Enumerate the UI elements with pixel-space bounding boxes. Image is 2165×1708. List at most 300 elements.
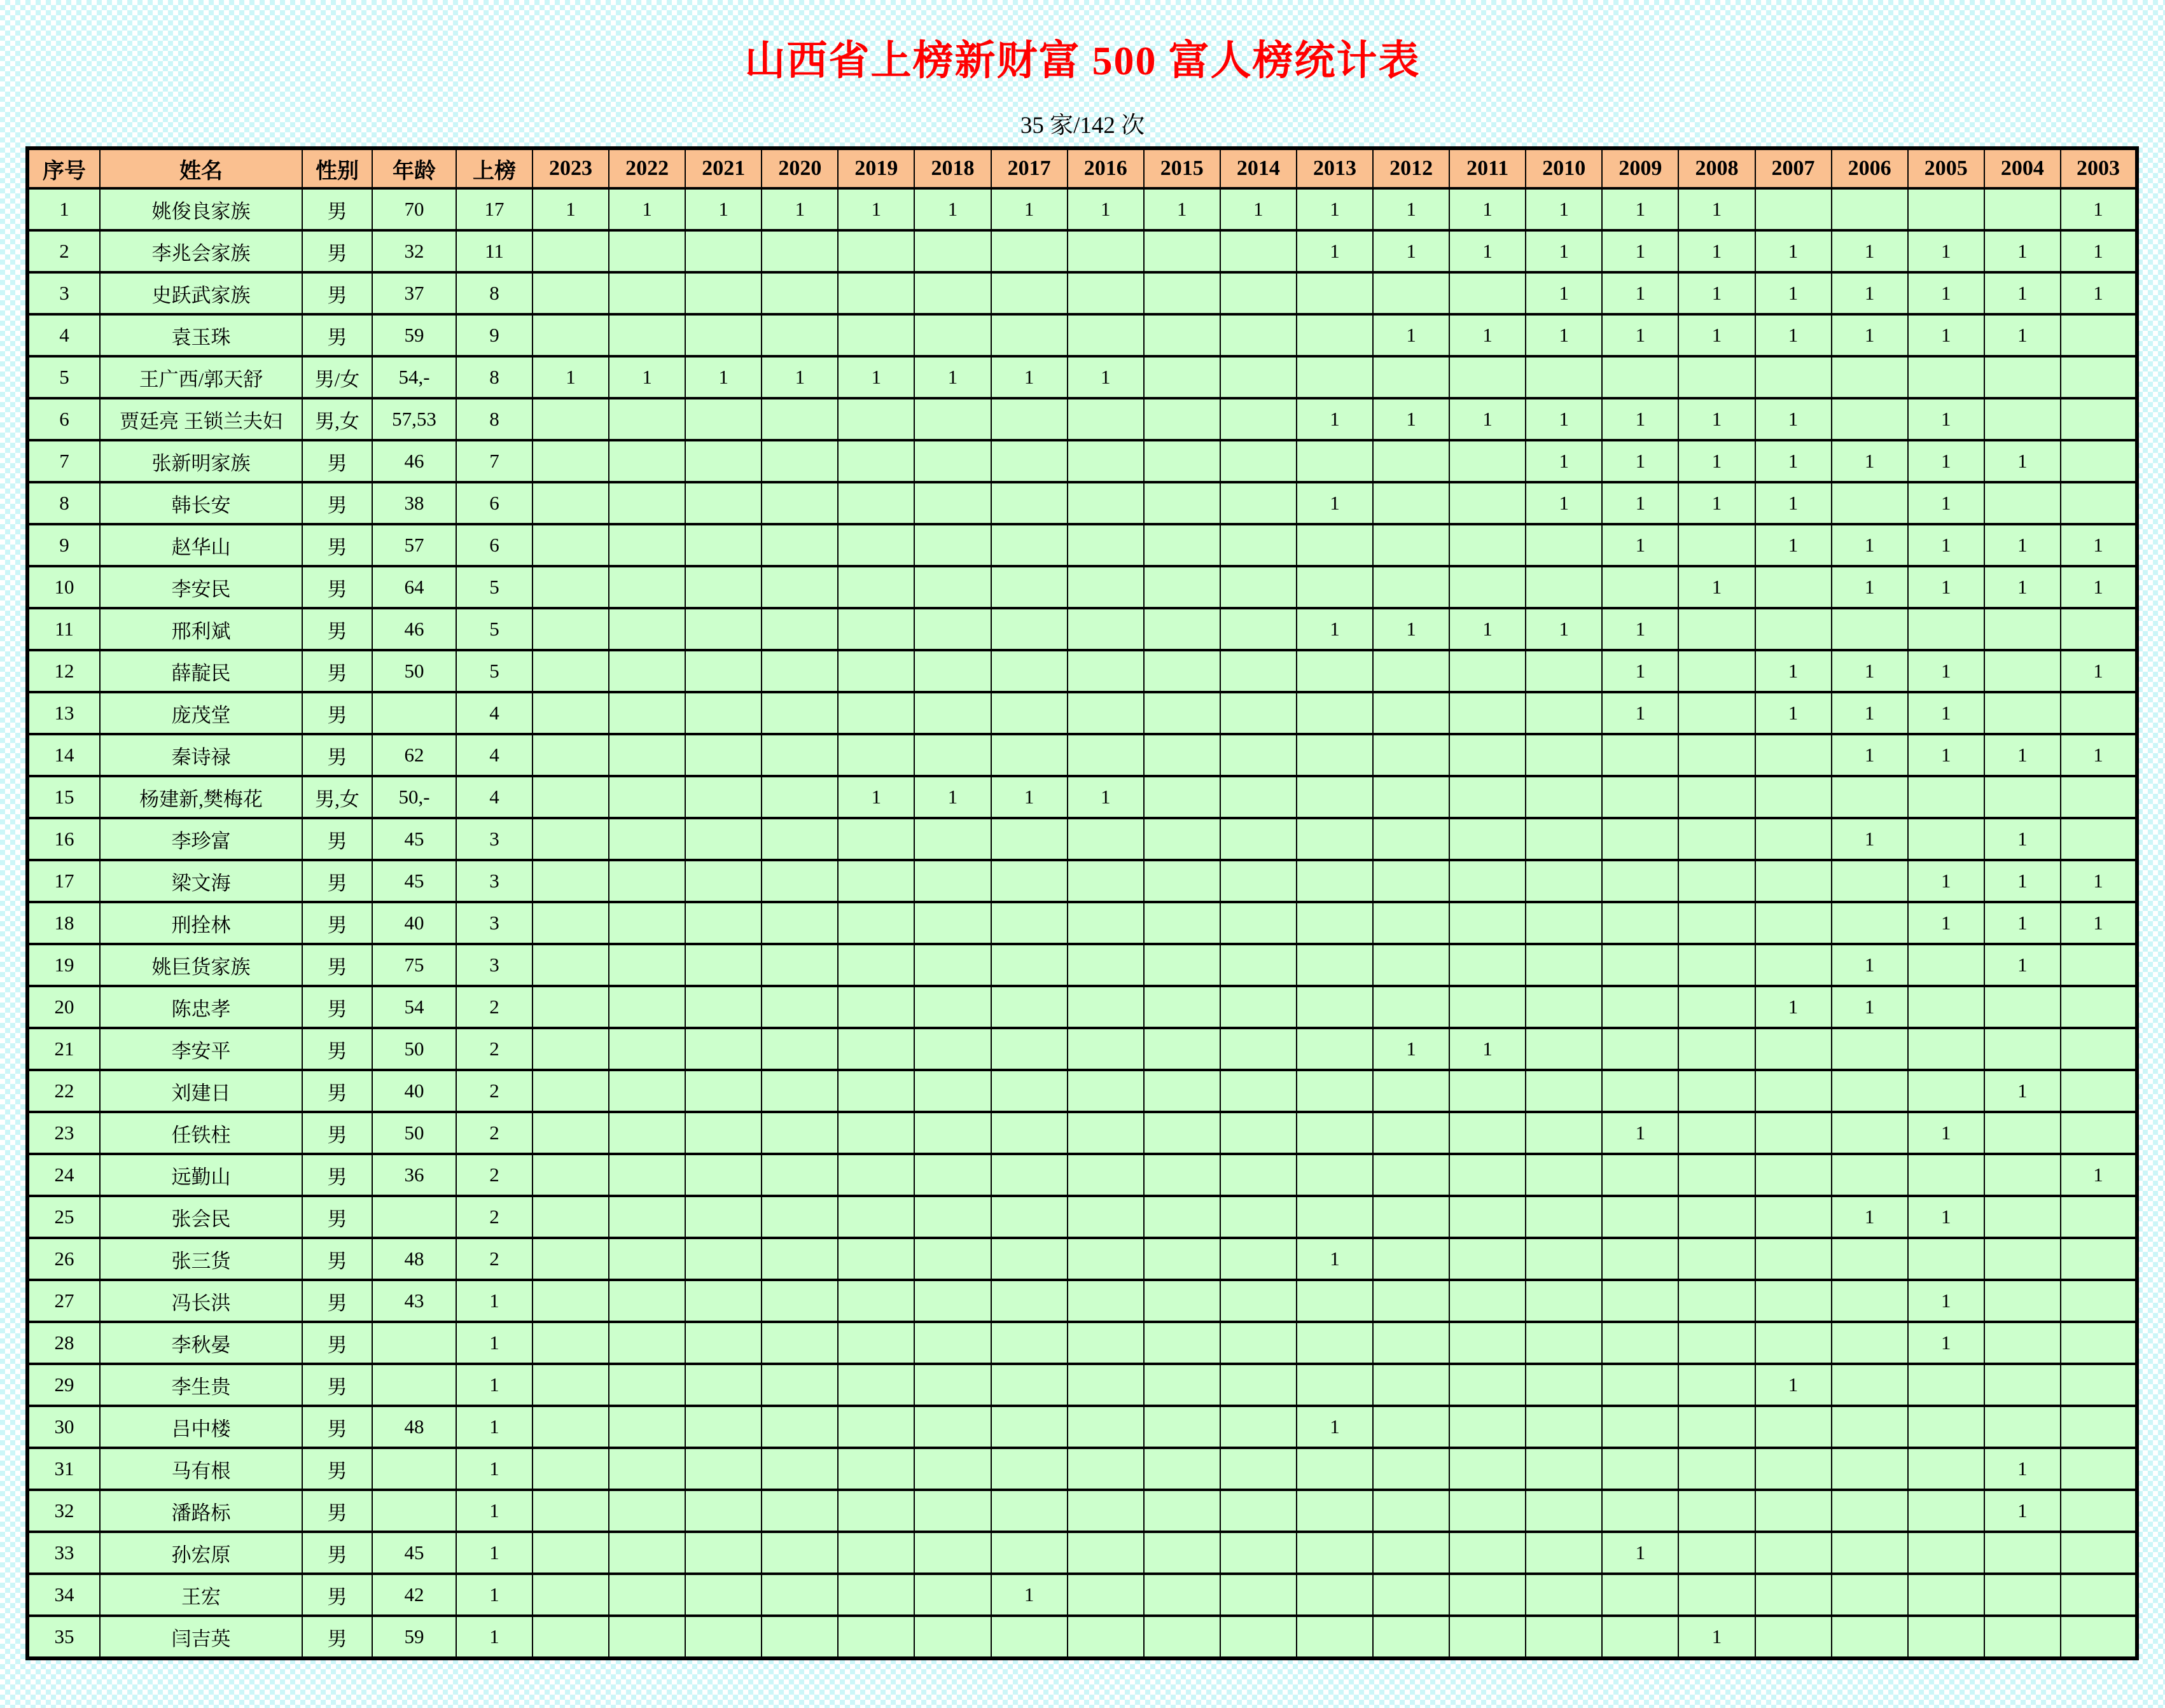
header-year-2022: 2022 — [609, 148, 685, 188]
cell-year-2006: 1 — [1832, 566, 1908, 608]
header-name: 姓名 — [100, 148, 302, 188]
cell-year-2020 — [762, 1238, 838, 1280]
cell-year-2015 — [1144, 1070, 1220, 1112]
cell-year-2021 — [685, 230, 762, 272]
cell-year-2017 — [991, 230, 1068, 272]
cell-year-2005: 1 — [1908, 860, 1984, 902]
cell-name: 韩长安 — [100, 482, 302, 524]
table-row — [27, 566, 2137, 608]
cell-year-2015 — [1144, 818, 1220, 860]
cell-year-2015 — [1144, 1112, 1220, 1154]
cell-year-2008 — [1678, 1196, 1755, 1238]
cell-year-2003 — [2061, 356, 2137, 398]
cell-year-2021 — [685, 1112, 762, 1154]
cell-year-2010 — [1526, 818, 1602, 860]
cell-year-2009 — [1602, 1238, 1678, 1280]
table-row — [27, 272, 2137, 314]
table-row — [27, 608, 2137, 650]
cell-year-2014 — [1220, 566, 1297, 608]
cell-year-2010 — [1526, 1490, 1602, 1532]
table-row — [27, 944, 2137, 986]
cell-year-2016 — [1068, 566, 1144, 608]
cell-gender: 男 — [302, 188, 372, 230]
cell-year-2013 — [1297, 692, 1373, 734]
cell-year-2010 — [1526, 1280, 1602, 1322]
cell-year-2020 — [762, 398, 838, 440]
cell-year-2022 — [609, 566, 685, 608]
cell-no: 33 — [27, 1532, 100, 1574]
cell-year-2006: 1 — [1832, 440, 1908, 482]
cell-year-2005 — [1908, 356, 1984, 398]
cell-year-2016 — [1068, 1322, 1144, 1364]
cell-year-2008 — [1678, 1028, 1755, 1070]
cell-year-2004: 1 — [1984, 902, 2061, 944]
cell-year-2013 — [1297, 734, 1373, 776]
cell-year-2011 — [1449, 482, 1526, 524]
cell-year-2005: 1 — [1908, 398, 1984, 440]
cell-year-2004 — [1984, 1280, 2061, 1322]
cell-year-2005 — [1908, 1448, 1984, 1490]
cell-year-2008 — [1678, 1280, 1755, 1322]
cell-count: 1 — [456, 1616, 533, 1658]
cell-year-2016 — [1068, 1238, 1144, 1280]
cell-year-2015 — [1144, 314, 1220, 356]
cell-year-2018 — [914, 398, 991, 440]
cell-year-2011 — [1449, 1406, 1526, 1448]
cell-year-2020 — [762, 1280, 838, 1322]
cell-year-2017 — [991, 1028, 1068, 1070]
cell-year-2019 — [838, 734, 914, 776]
cell-count: 8 — [456, 398, 533, 440]
cell-year-2013 — [1297, 776, 1373, 818]
cell-year-2010 — [1526, 776, 1602, 818]
cell-no: 29 — [27, 1364, 100, 1406]
cell-no: 35 — [27, 1616, 100, 1658]
cell-year-2004 — [1984, 1028, 2061, 1070]
cell-year-2003 — [2061, 692, 2137, 734]
cell-age: 48 — [372, 1238, 456, 1280]
cell-year-2019 — [838, 566, 914, 608]
cell-year-2022 — [609, 1112, 685, 1154]
header-no: 序号 — [27, 148, 100, 188]
cell-year-2009: 1 — [1602, 482, 1678, 524]
cell-year-2014 — [1220, 1238, 1297, 1280]
cell-year-2015: 1 — [1144, 188, 1220, 230]
cell-year-2023 — [533, 986, 609, 1028]
cell-no: 2 — [27, 230, 100, 272]
cell-year-2016 — [1068, 1448, 1144, 1490]
cell-year-2015 — [1144, 692, 1220, 734]
cell-count: 2 — [456, 1112, 533, 1154]
cell-year-2018 — [914, 482, 991, 524]
cell-year-2016: 1 — [1068, 356, 1144, 398]
cell-year-2022 — [609, 482, 685, 524]
cell-year-2014 — [1220, 818, 1297, 860]
cell-year-2018 — [914, 608, 991, 650]
cell-year-2012 — [1373, 440, 1449, 482]
header-year-2007: 2007 — [1755, 148, 1832, 188]
cell-name: 潘路标 — [100, 1490, 302, 1532]
cell-year-2017 — [991, 1280, 1068, 1322]
cell-year-2007: 1 — [1755, 986, 1832, 1028]
cell-gender: 男 — [302, 1154, 372, 1196]
cell-year-2006: 1 — [1832, 818, 1908, 860]
cell-year-2010 — [1526, 1364, 1602, 1406]
cell-year-2015 — [1144, 356, 1220, 398]
cell-name: 李兆会家族 — [100, 230, 302, 272]
cell-year-2005 — [1908, 944, 1984, 986]
cell-count: 1 — [456, 1490, 533, 1532]
cell-year-2011 — [1449, 1574, 1526, 1616]
cell-year-2017 — [991, 1364, 1068, 1406]
cell-year-2014 — [1220, 482, 1297, 524]
cell-year-2003 — [2061, 1364, 2137, 1406]
cell-year-2012: 1 — [1373, 608, 1449, 650]
cell-year-2011: 1 — [1449, 398, 1526, 440]
cell-year-2015 — [1144, 1448, 1220, 1490]
header-row — [27, 148, 2137, 188]
cell-age: 36 — [372, 1154, 456, 1196]
cell-no: 22 — [27, 1070, 100, 1112]
cell-year-2016 — [1068, 986, 1144, 1028]
cell-year-2015 — [1144, 440, 1220, 482]
cell-year-2009: 1 — [1602, 230, 1678, 272]
cell-year-2019: 1 — [838, 356, 914, 398]
header-year-2020: 2020 — [762, 148, 838, 188]
cell-year-2019: 1 — [838, 776, 914, 818]
cell-year-2015 — [1144, 986, 1220, 1028]
cell-year-2008 — [1678, 1490, 1755, 1532]
cell-year-2012: 1 — [1373, 1028, 1449, 1070]
cell-age: 57,53 — [372, 398, 456, 440]
cell-count: 1 — [456, 1280, 533, 1322]
header-year-2005: 2005 — [1908, 148, 1984, 188]
header-year-2009: 2009 — [1602, 148, 1678, 188]
cell-year-2020 — [762, 566, 838, 608]
cell-year-2020 — [762, 986, 838, 1028]
cell-year-2007 — [1755, 1154, 1832, 1196]
cell-year-2007 — [1755, 188, 1832, 230]
cell-year-2011 — [1449, 1616, 1526, 1658]
cell-year-2018 — [914, 650, 991, 692]
cell-year-2009: 1 — [1602, 692, 1678, 734]
cell-year-2022 — [609, 1322, 685, 1364]
cell-age: 40 — [372, 902, 456, 944]
cell-age: 43 — [372, 1280, 456, 1322]
cell-year-2010: 1 — [1526, 440, 1602, 482]
cell-year-2007: 1 — [1755, 524, 1832, 566]
cell-year-2006 — [1832, 1028, 1908, 1070]
cell-year-2019 — [838, 1574, 914, 1616]
cell-year-2008 — [1678, 1322, 1755, 1364]
cell-year-2019 — [838, 1322, 914, 1364]
cell-year-2012 — [1373, 1364, 1449, 1406]
cell-year-2012 — [1373, 1112, 1449, 1154]
cell-year-2009 — [1602, 1154, 1678, 1196]
cell-count: 11 — [456, 230, 533, 272]
cell-year-2004 — [1984, 1616, 2061, 1658]
cell-year-2016 — [1068, 482, 1144, 524]
cell-year-2004 — [1984, 986, 2061, 1028]
cell-year-2018 — [914, 314, 991, 356]
cell-year-2003 — [2061, 1070, 2137, 1112]
cell-year-2006: 1 — [1832, 986, 1908, 1028]
cell-no: 24 — [27, 1154, 100, 1196]
cell-year-2023: 1 — [533, 356, 609, 398]
cell-year-2004 — [1984, 1154, 2061, 1196]
table-row — [27, 1070, 2137, 1112]
cell-gender: 男 — [302, 566, 372, 608]
cell-year-2014: 1 — [1220, 188, 1297, 230]
cell-year-2004: 1 — [1984, 566, 2061, 608]
cell-year-2006 — [1832, 1448, 1908, 1490]
cell-year-2012 — [1373, 1406, 1449, 1448]
cell-year-2016 — [1068, 1616, 1144, 1658]
cell-year-2012 — [1373, 272, 1449, 314]
cell-year-2013 — [1297, 1028, 1373, 1070]
cell-year-2004 — [1984, 188, 2061, 230]
cell-year-2008: 1 — [1678, 188, 1755, 230]
cell-name: 陈忠孝 — [100, 986, 302, 1028]
cell-year-2013 — [1297, 1070, 1373, 1112]
cell-year-2011 — [1449, 1112, 1526, 1154]
cell-year-2011 — [1449, 356, 1526, 398]
cell-year-2023 — [533, 230, 609, 272]
cell-year-2023 — [533, 482, 609, 524]
cell-name: 任铁柱 — [100, 1112, 302, 1154]
cell-year-2005: 1 — [1908, 524, 1984, 566]
header-age: 年龄 — [372, 148, 456, 188]
cell-year-2007 — [1755, 1280, 1832, 1322]
cell-year-2010 — [1526, 1028, 1602, 1070]
cell-name: 张新明家族 — [100, 440, 302, 482]
cell-year-2018: 1 — [914, 188, 991, 230]
cell-age: 50 — [372, 1112, 456, 1154]
cell-year-2020 — [762, 482, 838, 524]
cell-year-2009 — [1602, 1280, 1678, 1322]
cell-year-2020 — [762, 440, 838, 482]
cell-year-2006: 1 — [1832, 272, 1908, 314]
cell-year-2023 — [533, 1196, 609, 1238]
cell-year-2003: 1 — [2061, 1154, 2137, 1196]
cell-count: 2 — [456, 1070, 533, 1112]
cell-name: 史跃武家族 — [100, 272, 302, 314]
cell-year-2018 — [914, 230, 991, 272]
cell-year-2022 — [609, 650, 685, 692]
cell-year-2005 — [1908, 1028, 1984, 1070]
cell-year-2020 — [762, 902, 838, 944]
cell-year-2009: 1 — [1602, 188, 1678, 230]
cell-year-2007 — [1755, 1616, 1832, 1658]
cell-year-2015 — [1144, 1322, 1220, 1364]
cell-year-2009 — [1602, 1616, 1678, 1658]
cell-year-2007: 1 — [1755, 482, 1832, 524]
cell-gender: 男 — [302, 734, 372, 776]
cell-year-2022 — [609, 230, 685, 272]
cell-year-2023 — [533, 1280, 609, 1322]
cell-name: 袁玉珠 — [100, 314, 302, 356]
cell-year-2011 — [1449, 1196, 1526, 1238]
cell-gender: 男 — [302, 1616, 372, 1658]
cell-age: 45 — [372, 1532, 456, 1574]
cell-year-2019 — [838, 314, 914, 356]
cell-year-2006 — [1832, 860, 1908, 902]
cell-count: 3 — [456, 944, 533, 986]
cell-age: 75 — [372, 944, 456, 986]
header-year-2003: 2003 — [2061, 148, 2137, 188]
cell-year-2020 — [762, 230, 838, 272]
cell-name: 远勤山 — [100, 1154, 302, 1196]
cell-year-2015 — [1144, 776, 1220, 818]
cell-year-2017 — [991, 902, 1068, 944]
cell-year-2020 — [762, 608, 838, 650]
cell-year-2023 — [533, 398, 609, 440]
cell-year-2019 — [838, 1448, 914, 1490]
cell-year-2021 — [685, 1280, 762, 1322]
cell-year-2018 — [914, 1154, 991, 1196]
cell-year-2009: 1 — [1602, 440, 1678, 482]
cell-year-2017 — [991, 692, 1068, 734]
cell-year-2009: 1 — [1602, 1112, 1678, 1154]
cell-count: 2 — [456, 986, 533, 1028]
cell-year-2008 — [1678, 734, 1755, 776]
cell-year-2020 — [762, 734, 838, 776]
cell-year-2023 — [533, 1490, 609, 1532]
cell-year-2008 — [1678, 1448, 1755, 1490]
cell-year-2016 — [1068, 1112, 1144, 1154]
cell-year-2021 — [685, 314, 762, 356]
cell-year-2007 — [1755, 1322, 1832, 1364]
cell-year-2018 — [914, 1616, 991, 1658]
cell-year-2008: 1 — [1678, 314, 1755, 356]
cell-no: 18 — [27, 902, 100, 944]
cell-year-2012 — [1373, 1490, 1449, 1532]
summary-count: 35 家/142 次 — [1020, 113, 1145, 139]
cell-no: 32 — [27, 1490, 100, 1532]
cell-year-2003 — [2061, 1112, 2137, 1154]
cell-year-2006: 1 — [1832, 944, 1908, 986]
table-row — [27, 314, 2137, 356]
cell-year-2013 — [1297, 944, 1373, 986]
cell-year-2019 — [838, 440, 914, 482]
cell-year-2014 — [1220, 440, 1297, 482]
cell-year-2017 — [991, 1196, 1068, 1238]
cell-age: 70 — [372, 188, 456, 230]
cell-year-2008: 1 — [1678, 482, 1755, 524]
cell-year-2012 — [1373, 902, 1449, 944]
cell-year-2003: 1 — [2061, 188, 2137, 230]
cell-year-2023 — [533, 524, 609, 566]
cell-year-2006: 1 — [1832, 230, 1908, 272]
cell-year-2013 — [1297, 314, 1373, 356]
table-row — [27, 1196, 2137, 1238]
cell-year-2013: 1 — [1297, 608, 1373, 650]
cell-year-2019 — [838, 1616, 914, 1658]
cell-year-2023 — [533, 1574, 609, 1616]
cell-year-2004 — [1984, 1574, 2061, 1616]
cell-year-2018 — [914, 734, 991, 776]
cell-gender: 男 — [302, 1280, 372, 1322]
cell-year-2018 — [914, 1028, 991, 1070]
cell-year-2017 — [991, 524, 1068, 566]
cell-year-2007 — [1755, 734, 1832, 776]
cell-year-2016 — [1068, 1532, 1144, 1574]
cell-year-2014 — [1220, 1028, 1297, 1070]
cell-year-2017 — [991, 482, 1068, 524]
cell-year-2015 — [1144, 1532, 1220, 1574]
cell-year-2023: 1 — [533, 188, 609, 230]
cell-year-2013 — [1297, 1574, 1373, 1616]
cell-year-2021 — [685, 1364, 762, 1406]
cell-year-2003: 1 — [2061, 230, 2137, 272]
cell-no: 1 — [27, 188, 100, 230]
cell-year-2011 — [1449, 524, 1526, 566]
cell-year-2007 — [1755, 356, 1832, 398]
cell-name: 李秋晏 — [100, 1322, 302, 1364]
cell-year-2008 — [1678, 1070, 1755, 1112]
cell-year-2003 — [2061, 482, 2137, 524]
cell-year-2004 — [1984, 1406, 2061, 1448]
cell-name: 杨建新,樊梅花 — [100, 776, 302, 818]
cell-year-2022 — [609, 1238, 685, 1280]
cell-year-2023 — [533, 566, 609, 608]
cell-count: 8 — [456, 356, 533, 398]
cell-gender: 男 — [302, 1406, 372, 1448]
cell-no: 14 — [27, 734, 100, 776]
cell-year-2023 — [533, 314, 609, 356]
cell-year-2011 — [1449, 1322, 1526, 1364]
cell-year-2004 — [1984, 356, 2061, 398]
cell-year-2018 — [914, 902, 991, 944]
cell-name: 姚俊良家族 — [100, 188, 302, 230]
cell-year-2013: 1 — [1297, 398, 1373, 440]
cell-year-2015 — [1144, 1196, 1220, 1238]
cell-year-2021 — [685, 398, 762, 440]
cell-year-2021 — [685, 1448, 762, 1490]
cell-year-2020 — [762, 1028, 838, 1070]
header-year-2019: 2019 — [838, 148, 914, 188]
table-row — [27, 860, 2137, 902]
cell-gender: 男 — [302, 524, 372, 566]
cell-year-2011 — [1449, 1448, 1526, 1490]
cell-year-2003 — [2061, 986, 2137, 1028]
cell-year-2008 — [1678, 1532, 1755, 1574]
cell-year-2016 — [1068, 230, 1144, 272]
cell-age — [372, 1322, 456, 1364]
cell-year-2023 — [533, 272, 609, 314]
cell-year-2003: 1 — [2061, 734, 2137, 776]
cell-count: 3 — [456, 860, 533, 902]
cell-no: 12 — [27, 650, 100, 692]
cell-year-2008: 1 — [1678, 566, 1755, 608]
cell-year-2015 — [1144, 1154, 1220, 1196]
table-row — [27, 1574, 2137, 1616]
cell-year-2017 — [991, 398, 1068, 440]
cell-year-2006 — [1832, 1406, 1908, 1448]
cell-year-2015 — [1144, 272, 1220, 314]
cell-year-2017 — [991, 860, 1068, 902]
cell-year-2010 — [1526, 524, 1602, 566]
cell-count: 2 — [456, 1154, 533, 1196]
cell-year-2013: 1 — [1297, 482, 1373, 524]
cell-year-2003: 1 — [2061, 860, 2137, 902]
cell-year-2021 — [685, 944, 762, 986]
cell-year-2021 — [685, 440, 762, 482]
cell-year-2015 — [1144, 1280, 1220, 1322]
cell-year-2015 — [1144, 1028, 1220, 1070]
cell-year-2014 — [1220, 734, 1297, 776]
cell-year-2019 — [838, 272, 914, 314]
